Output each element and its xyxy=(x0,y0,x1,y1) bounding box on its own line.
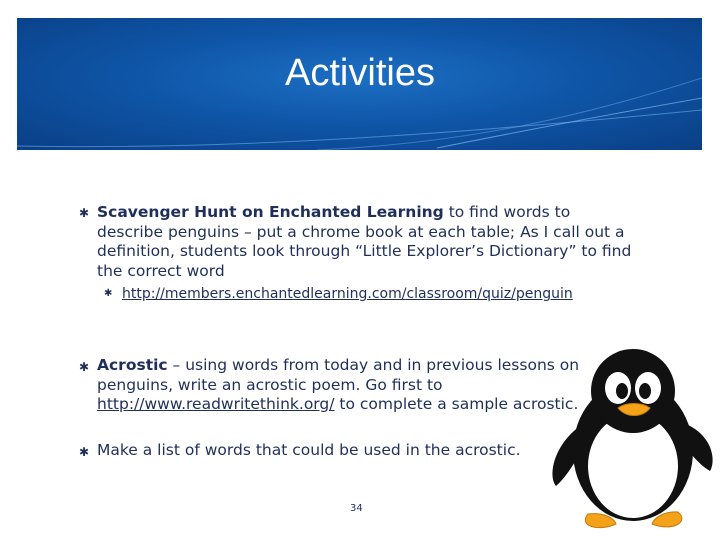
asterisk-bullet-icon: ✱ xyxy=(104,288,113,299)
readwritethink-link[interactable]: http://www.readwritethink.org/ xyxy=(97,395,335,413)
enchanted-learning-link[interactable]: http://members.enchantedlearning.com/classroom/quiz/penguin xyxy=(122,286,573,302)
page-number: 34 xyxy=(350,503,363,514)
item-text: to find words to describe penguins – put a chrome book at each table; As I call out a definition, students look through “Little Explorer’s Dictionary” to find the correct word xyxy=(97,203,632,280)
item-text-after: to complete a sample acrostic. xyxy=(334,395,579,413)
list-item-scavenger-hunt xyxy=(97,203,637,281)
asterisk-bullet-icon: ✱ xyxy=(79,445,90,459)
asterisk-bullet-icon: ✱ xyxy=(79,360,90,374)
item-text: – using words from today and in previous lessons on penguins, write an acrostic poem. Go first to xyxy=(97,356,580,394)
list-item-word-list: Make a list of words that could be used in the acrostic. xyxy=(97,441,521,459)
slide-title: Activities xyxy=(285,52,435,94)
penguin-clipart-icon xyxy=(548,336,718,536)
sub-item-link xyxy=(122,285,642,305)
item-heading: Scavenger Hunt on Enchanted Learning xyxy=(97,203,444,221)
item-heading: Acrostic xyxy=(97,356,168,374)
asterisk-bullet-icon: ✱ xyxy=(79,206,90,220)
